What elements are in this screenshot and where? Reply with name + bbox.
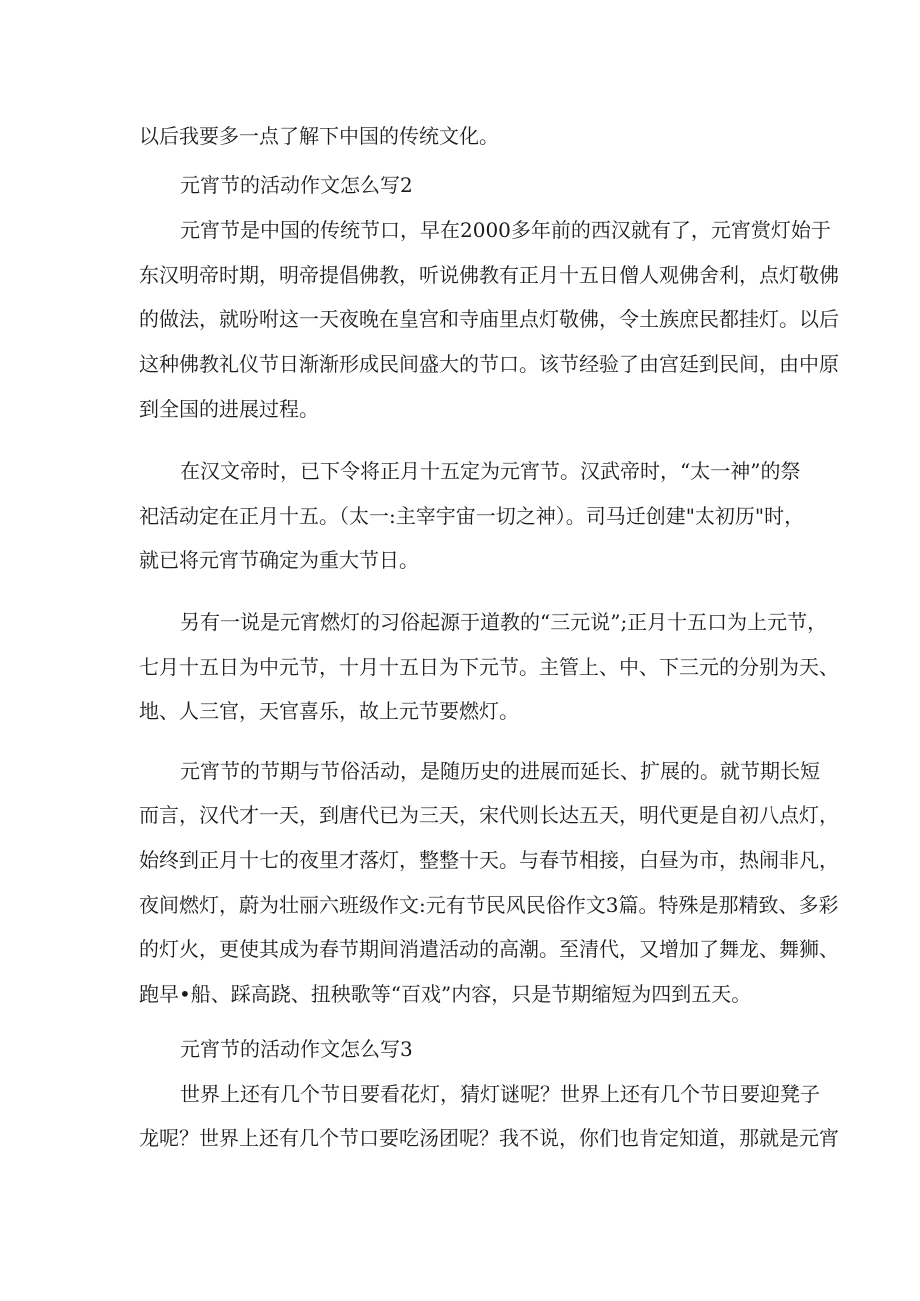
paragraph-line: 就已将元宵节确定为重大节日。 — [139, 548, 419, 572]
paragraph-line: 的做法，就吩咐这一天夜晚在皇宫和寺庙里点灯敬佛，令土族庶民都挂灯。以后 — [139, 307, 839, 331]
paragraph-line: 跑早•船、踩高跷、扭秧歌等“百戏”内容，只是节期缩短为四到五天。 — [139, 982, 752, 1006]
paragraph-line: 夜间燃灯，蔚为壮丽六班级作文:元有节民风民俗作文3篇。特殊是那精致、多彩 — [139, 893, 839, 917]
paragraph-line: 元宵节是中国的传统节口，早在2000多年前的西汉就有了，元宵赏灯始于 — [180, 218, 831, 242]
paragraph-line: 祀活动定在正月十五。（太一:主宰宇宙一切之神）。司马迁创建"太初历"时， — [139, 504, 805, 528]
paragraph-line: 龙呢？世界上还有几个节口要吃汤团呢？我不说，你们也肯定知道，那就是元宵 — [139, 1126, 839, 1150]
paragraph-line: 另有一说是元宵燃灯的习俗起源于道教的“三元说”;正月十五口为上元节， — [180, 610, 828, 634]
paragraph-line: 东汉明帝时期，明帝提倡佛教，听说佛教有正月十五日僧人观佛舍利，点灯敬佛 — [139, 263, 839, 287]
paragraph-line: 的灯火，更使其成为春节期间消遣活动的高潮。至清代，又增加了舞龙、舞狮、 — [139, 937, 839, 961]
section-heading: 元宵节的活动作文怎么写3 — [180, 1037, 413, 1061]
section-heading: 元宵节的活动作文怎么写2 — [180, 173, 413, 197]
paragraph-line: 在汉文帝时，已下令将正月十五定为元宵节。汉武帝时，“太一神”的祭 — [180, 459, 801, 483]
paragraph-line: 到全国的进展过程。 — [139, 397, 319, 421]
paragraph-line: 地、人三官，天官喜乐，故上元节要燃灯。 — [139, 699, 519, 723]
paragraph-line: 七月十五日为中元节，十月十五日为下元节。主管上、中、下三元的分别为天、 — [139, 655, 839, 679]
paragraph-line: 元宵节的节期与节俗活动，是随历史的进展而延长、扩展的。就节期长短 — [180, 759, 820, 783]
paragraph-line: 世界上还有几个节日要看花灯，猜灯谜呢？世界上还有几个节日要迎凳子 — [180, 1082, 820, 1106]
paragraph-line: 而言，汉代才一天，到唐代已为三天，宋代则长达五天，明代更是自初八点灯， — [139, 803, 839, 827]
paragraph-line: 以后我要多一点了解下中国的传统文化。 — [139, 124, 499, 148]
paragraph-line: 这种佛教礼仪节日渐渐形成民间盛大的节口。该节经验了由宫廷到民间，由中原 — [139, 352, 839, 376]
paragraph-line: 始终到正月十七的夜里才落灯，整整十天。与春节相接，白昼为市，热闹非凡， — [139, 848, 839, 872]
